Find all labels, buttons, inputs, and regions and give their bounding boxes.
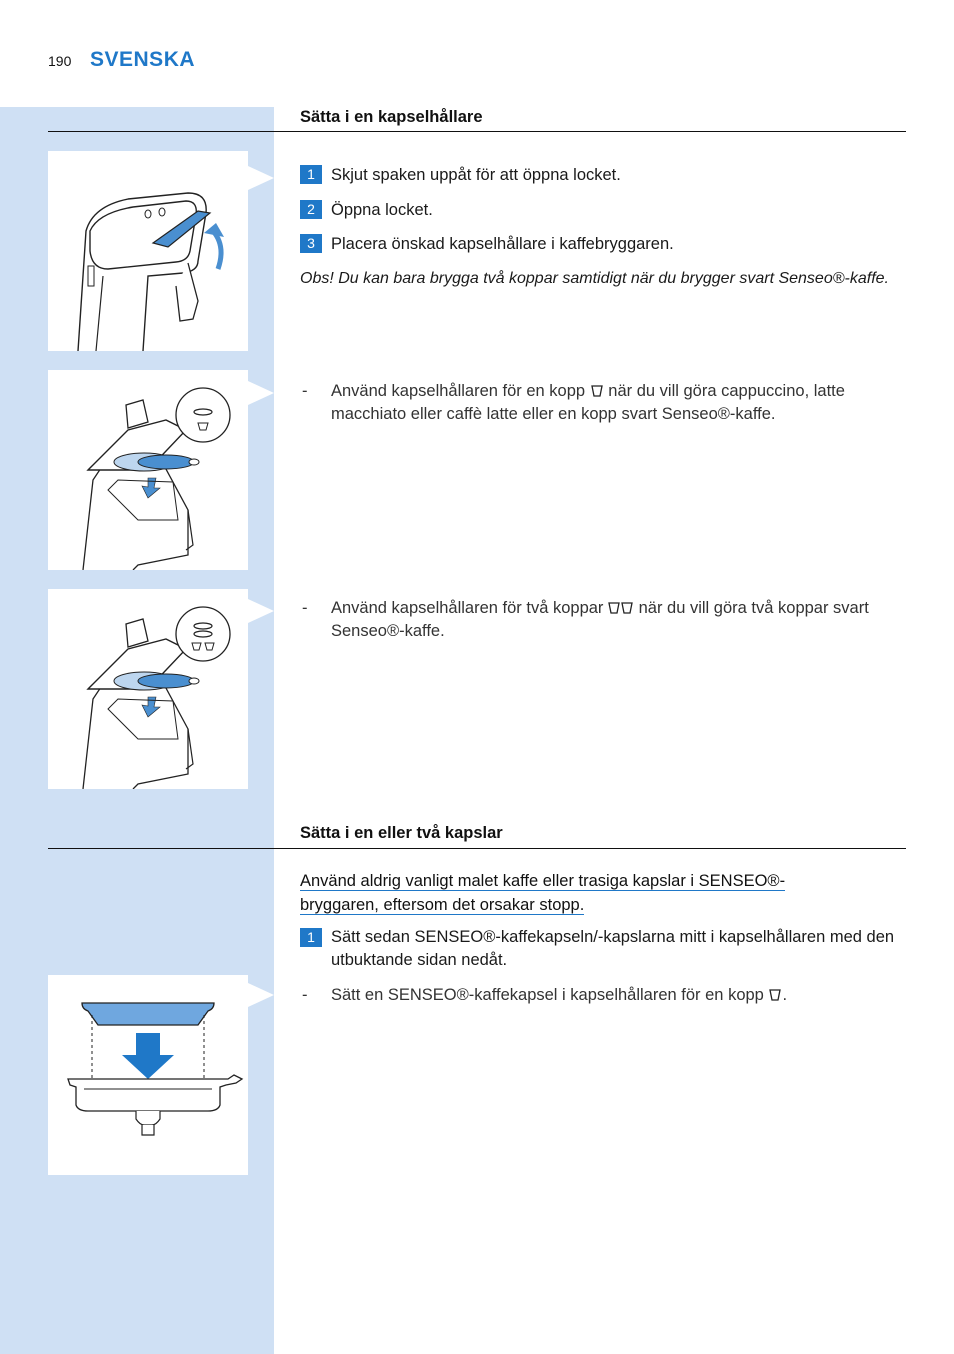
two-cups-icon xyxy=(608,602,634,614)
figure-pointer xyxy=(248,983,274,1007)
one-cup-icon xyxy=(768,989,782,1001)
bullet-text-a: Använd kapselhållaren för en kopp xyxy=(331,382,586,400)
step-1 xyxy=(300,164,621,187)
bullet-text-b: . xyxy=(782,986,788,1004)
bullet-text-b: när du vill göra två koppar svart Senseo®-kaffe. xyxy=(331,599,869,640)
step-text: Öppna locket. xyxy=(331,201,433,219)
bullet-text-a: Använd kapselhållaren för två koppar xyxy=(331,599,604,617)
arrow-down-icon xyxy=(122,1033,174,1079)
step-number: 3 xyxy=(300,234,322,253)
step-1-capsule xyxy=(300,926,900,972)
section-rule xyxy=(48,848,906,849)
section-title-kapselhallare: Sätta i en kapselhållare xyxy=(300,108,483,126)
section-title-kapslar: Sätta i en eller två kapslar xyxy=(300,824,503,842)
figure-pointer xyxy=(248,381,274,405)
warning-text: Använd aldrig vanligt malet kaffe eller trasiga kapslar i SENSEO®-bryggaren, eftersom det orsakar stopp. xyxy=(300,872,786,914)
step-2 xyxy=(300,199,433,222)
step-3 xyxy=(300,233,674,256)
language-heading: SVENSKA xyxy=(90,48,196,71)
note-two-cups: Obs! Du kan bara brygga två koppar samtidigt när du brygger svart Senseo®-kaffe. xyxy=(300,270,889,287)
figure-open-lid xyxy=(48,151,248,351)
step-text: Skjut spaken uppåt för att öppna locket. xyxy=(331,166,621,184)
figure-pointer xyxy=(248,599,274,623)
step-text: Placera önskad kapselhållare i kaffebryggaren. xyxy=(331,235,674,253)
step-number: 2 xyxy=(300,200,322,219)
step-number: 1 xyxy=(300,165,322,184)
page-number: 190 xyxy=(48,53,72,69)
figure-pointer xyxy=(248,166,274,190)
figure-two-cup-holder xyxy=(48,589,248,789)
step-number: 1 xyxy=(300,928,322,947)
section-rule xyxy=(48,131,906,132)
step-text: Sätt sedan SENSEO®-kaffekapseln/-kapslarna mitt i kapselhållaren med den utbuktande sidan nedåt. xyxy=(331,928,895,969)
figure-one-cup-holder xyxy=(48,370,248,570)
bullet-text-b: när du vill göra cappuccino, latte macchiato eller caffè latte eller en kopp svart Senseo®-kaffe. xyxy=(331,382,845,423)
bullet-one-cup-holder: - Använd kapselhållaren för en kopp när du vill göra cappuccino, latte macchiato eller caffè latte eller en kopp svart Senseo®-kaffe. xyxy=(302,382,845,423)
arrow-up-icon xyxy=(204,223,224,237)
bullet-two-cup-holder: - Använd kapselhållaren för två koppar när du vill göra två koppar svart Senseo®-kaffe. xyxy=(302,599,869,640)
figure-insert-capsule xyxy=(48,975,248,1175)
bullet-text-a: Sätt en SENSEO®-kaffekapsel i kapselhållaren för en kopp xyxy=(331,986,764,1004)
one-cup-icon xyxy=(590,385,604,397)
bullet-one-capsule: - Sätt en SENSEO®-kaffekapsel i kapselhållaren för en kopp . xyxy=(302,986,788,1004)
